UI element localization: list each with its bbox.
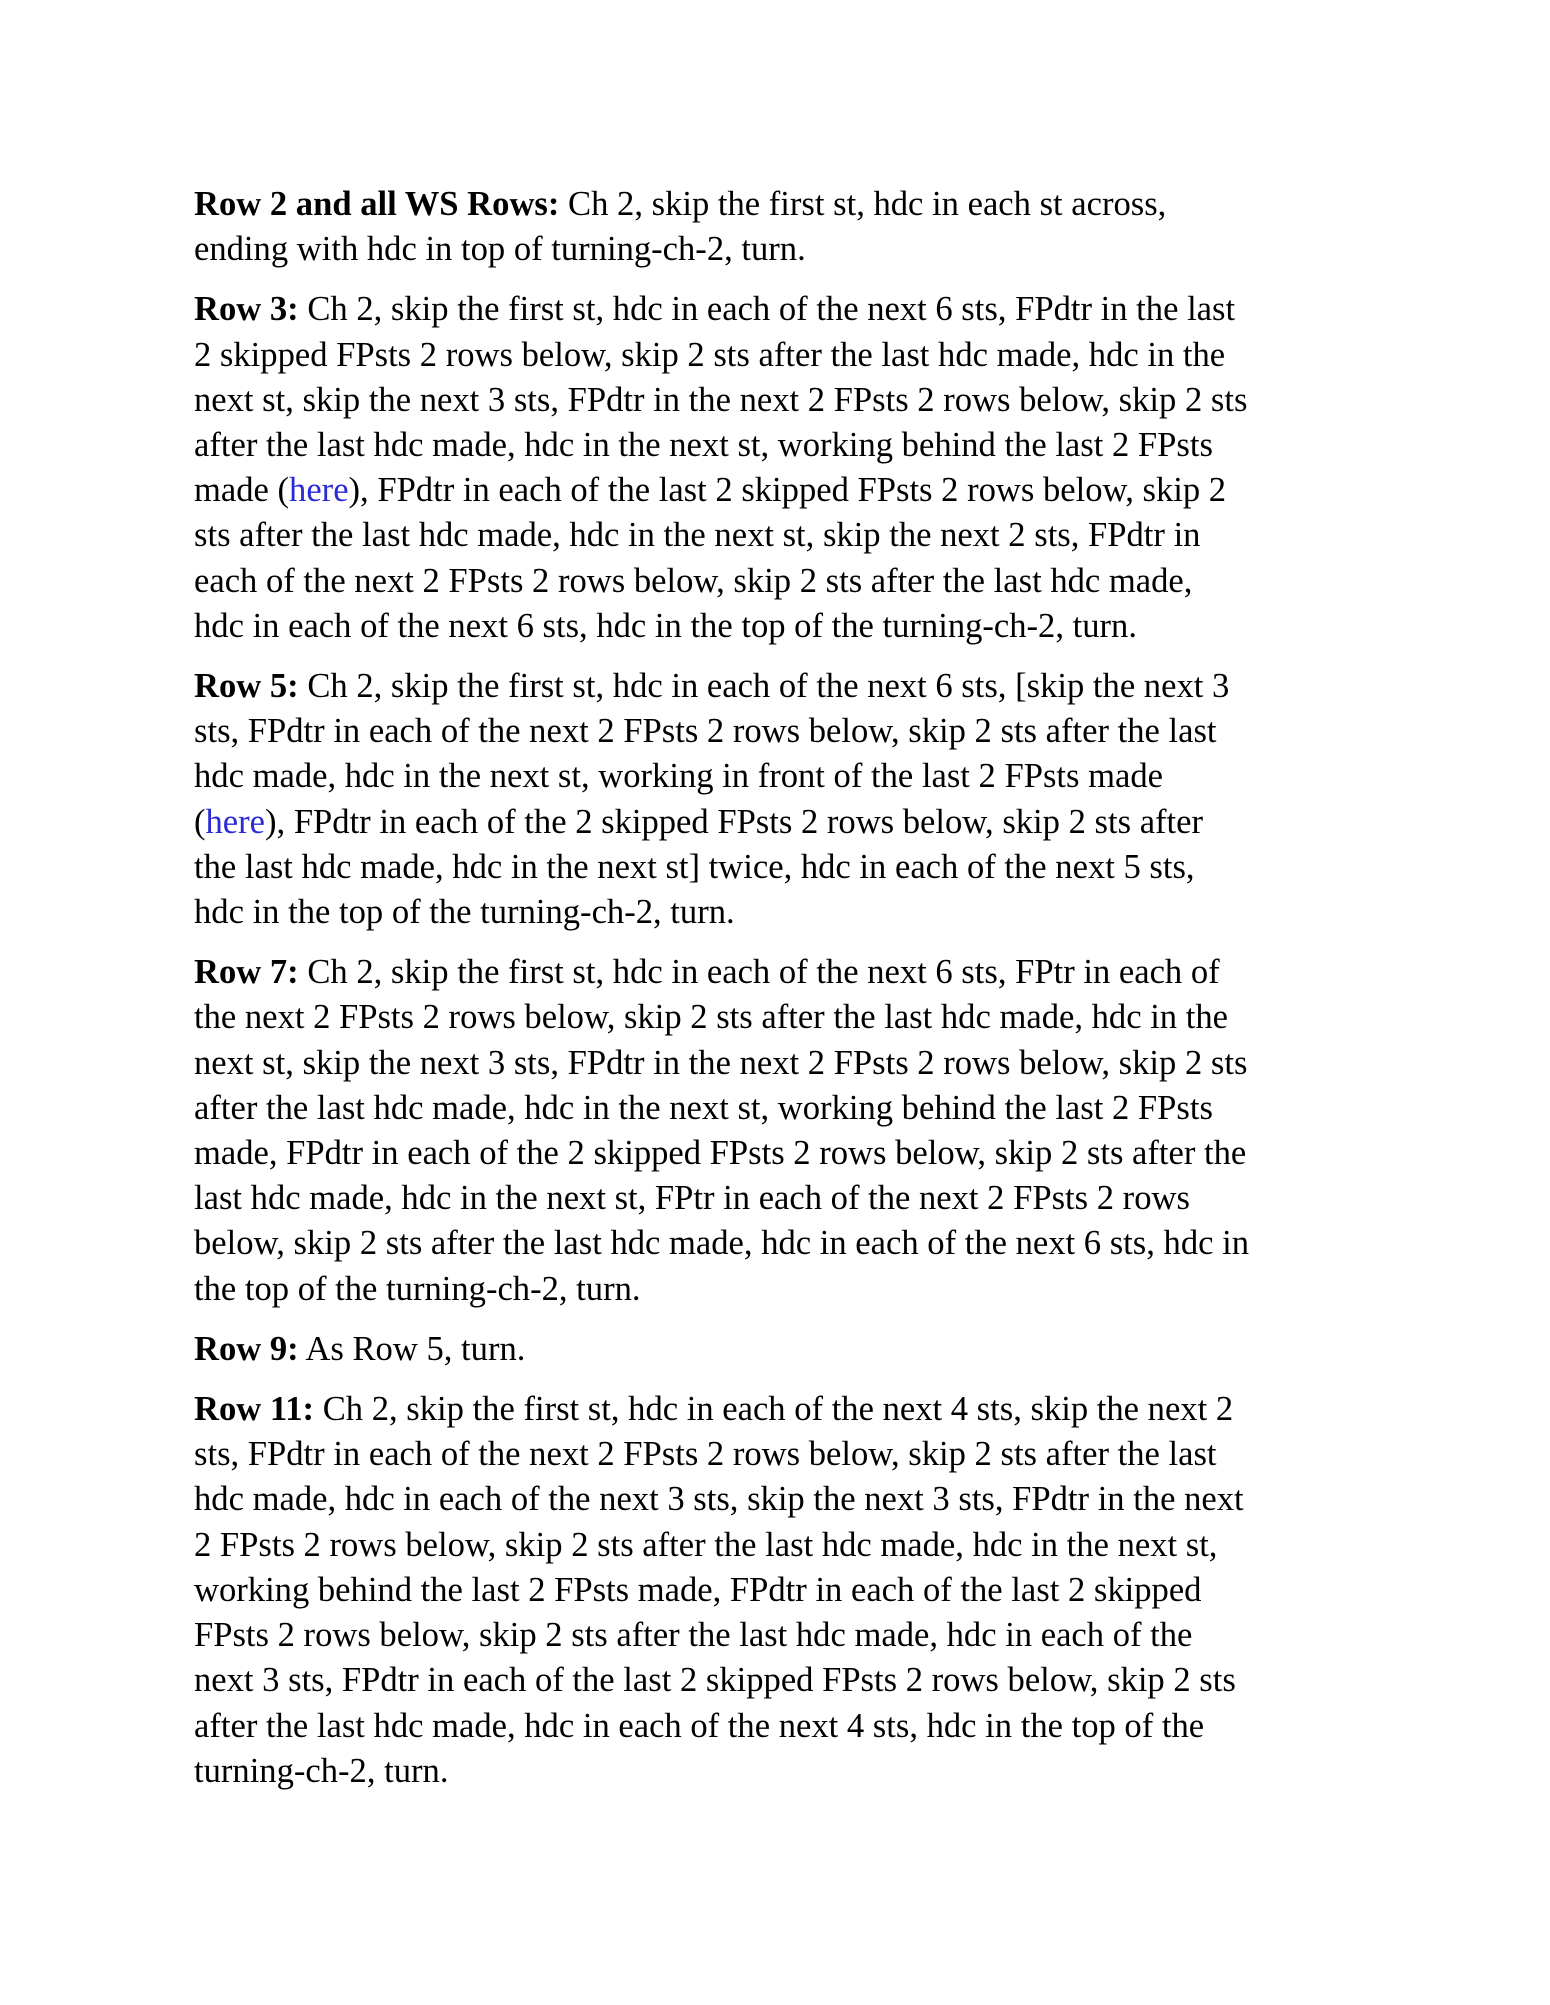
paragraph-row-11 [194,1387,1374,1794]
text-line: turning-ch-2, turn. [194,1751,449,1790]
text-line: next st, skip the next 3 sts, FPdtr in the next 2 FPsts 2 rows below, skip 2 sts [194,1043,1248,1082]
text-line: after the last hdc made, hdc in each of the next 4 sts, hdc in the top of the [194,1706,1205,1745]
text-line: FPsts 2 rows below, skip 2 sts after the last hdc made, hdc in each of the [194,1616,1193,1655]
text-line: made, FPdtr in each of the 2 skipped FPsts 2 rows below, skip 2 sts after the [194,1134,1247,1173]
text-line: the next 2 FPsts 2 rows below, skip 2 sts after the last hdc made, hdc in the [194,998,1228,1037]
paragraph-row-2 [194,182,1374,272]
text-line: Ch 2, skip the first st, hdc in each st across, [559,185,1167,223]
text-line: hdc made, hdc in the next st, working in front of the last 2 FPsts made [194,757,1163,796]
text-line: ending with hdc in top of turning-ch-2, turn. [194,230,806,269]
paragraph-row-5 [194,664,1374,935]
paragraph-row-7 [194,950,1374,1312]
text-line: 2 FPsts 2 rows below, skip 2 sts after the last hdc made, hdc in the next st, [194,1525,1218,1564]
text-line: the last hdc made, hdc in the next st] twice, hdc in each of the next 5 sts, [194,847,1195,886]
text-line: hdc in each of the next 6 sts, hdc in the top of the turning-ch-2, turn. [194,606,1137,645]
row-label: Row 7: [194,953,299,992]
paragraph-row-3 [194,287,1374,649]
text-line: Ch 2, skip the first st, hdc in each of the next 6 sts, [skip the next 3 [298,667,1230,706]
text-line: sts, FPdtr in each of the next 2 FPsts 2 rows below, skip 2 sts after the last [194,712,1217,751]
text-line: ), FPdtr in each of the 2 skipped FPsts 2 rows below, skip 2 sts after [265,802,1204,841]
text-line: ( [194,802,206,841]
pattern-instructions [194,182,1374,1809]
here-link[interactable]: here [289,471,349,510]
text-line: next 3 sts, FPdtr in each of the last 2 skipped FPsts 2 rows below, skip 2 sts [194,1661,1236,1700]
text-line: sts, FPdtr in each of the next 2 FPsts 2 rows below, skip 2 sts after the last [194,1435,1217,1474]
row-label: Row 5: [194,667,299,706]
text-line: hdc made, hdc in each of the next 3 sts, skip the next 3 sts, FPdtr in the next [194,1480,1244,1519]
text-line: made ( [194,471,290,510]
text-line: sts after the last hdc made, hdc in the next st, skip the next 2 sts, FPdtr in [194,516,1201,555]
text-line: ), FPdtr in each of the last 2 skipped FPsts 2 rows below, skip 2 [348,471,1227,510]
row-label: Row 3: [194,290,299,329]
text-line: Ch 2, skip the first st, hdc in each of the next 4 sts, skip the next 2 [314,1390,1234,1429]
text-line: Ch 2, skip the first st, hdc in each of the next 6 sts, FPtr in each of [298,953,1220,992]
text-line: last hdc made, hdc in the next st, FPtr in each of the next 2 FPsts 2 rows [194,1179,1190,1218]
row-label: Row 2 and all WS Rows: [194,185,560,223]
text-line: working behind the last 2 FPsts made, FPdtr in each of the last 2 skipped [194,1570,1202,1609]
text-line: after the last hdc made, hdc in the next st, working behind the last 2 FPsts [194,1088,1213,1127]
text-line: 2 skipped FPsts 2 rows below, skip 2 sts after the last hdc made, hdc in the [194,335,1226,374]
text-line: Ch 2, skip the first st, hdc in each of the next 6 sts, FPdtr in the last [298,290,1236,329]
row-label: Row 11: [194,1390,315,1429]
text-line: hdc in the top of the turning-ch-2, turn. [194,893,735,932]
text-line: each of the next 2 FPsts 2 rows below, skip 2 sts after the last hdc made, [194,561,1193,600]
here-link[interactable]: here [205,802,266,841]
text-line: after the last hdc made, hdc in the next st, working behind the last 2 FPsts [194,426,1213,465]
paragraph-row-9 [194,1327,1374,1372]
row-label: Row 9: [194,1329,299,1368]
text-line: As Row 5, turn. [298,1329,526,1368]
text-line: below, skip 2 sts after the last hdc made, hdc in each of the next 6 sts, hdc in [194,1224,1250,1263]
text-line: the top of the turning-ch-2, turn. [194,1269,641,1308]
text-line: next st, skip the next 3 sts, FPdtr in the next 2 FPsts 2 rows below, skip 2 sts [194,380,1248,419]
